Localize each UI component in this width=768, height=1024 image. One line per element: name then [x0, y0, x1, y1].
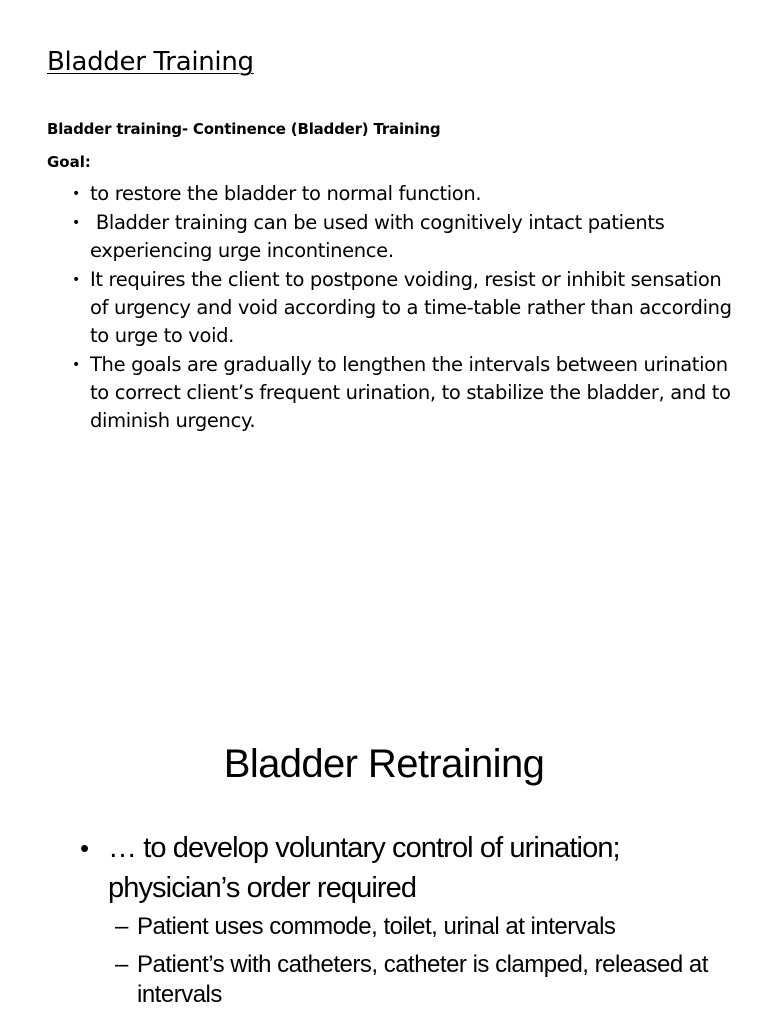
bullet-text: … to develop voluntary control of urination; physician’s order required [108, 832, 620, 904]
bullet-item [80, 828, 740, 908]
bullet-text: It requires the client to postpone voiding, resist or inhibit sensation of urgency and void according to a time-table rather than according to urge to void. [90, 268, 732, 347]
bullet-icon: • [72, 357, 80, 373]
bullet-text: The goals are gradually to lengthen the intervals between urination to correct client’s frequent urination, to stabilize the bladder, and to diminish urgency. [90, 353, 731, 432]
bullet-item [72, 209, 732, 265]
slide-title: Bladder Training [47, 47, 254, 77]
dash-icon: – [115, 913, 128, 940]
goal-label: Goal: [47, 153, 91, 171]
bullet-icon: • [72, 186, 80, 202]
sub-bullet-text: Patient uses commode, toilet, urinal at intervals [137, 913, 616, 940]
bullet-item [72, 180, 732, 208]
bullet-text: to restore the bladder to normal function. [90, 182, 482, 205]
bullet-item [72, 351, 732, 435]
sub-bullet-list [115, 912, 745, 1018]
bullet-icon: • [72, 272, 80, 288]
bullet-text: Bladder training can be used with cognitively intact patients experiencing urge incontinence. [90, 211, 671, 262]
sub-bullet-item [115, 912, 745, 942]
sub-bullet-text: Patient’s with catheters, catheter is clamped, released at intervals [137, 951, 708, 1008]
slide-subtitle: Bladder training- Continence (Bladder) Training [47, 120, 441, 138]
slide-title: Bladder Retraining [223, 742, 545, 786]
slide-bladder-retraining [0, 680, 768, 1024]
bullet-icon: • [72, 215, 80, 231]
bullet-item [72, 266, 732, 350]
bullet-icon: • [80, 833, 89, 863]
goal-bullet-list [72, 180, 732, 436]
main-bullet-list [80, 828, 740, 908]
dash-icon: – [115, 951, 128, 978]
sub-bullet-item [115, 950, 745, 1010]
